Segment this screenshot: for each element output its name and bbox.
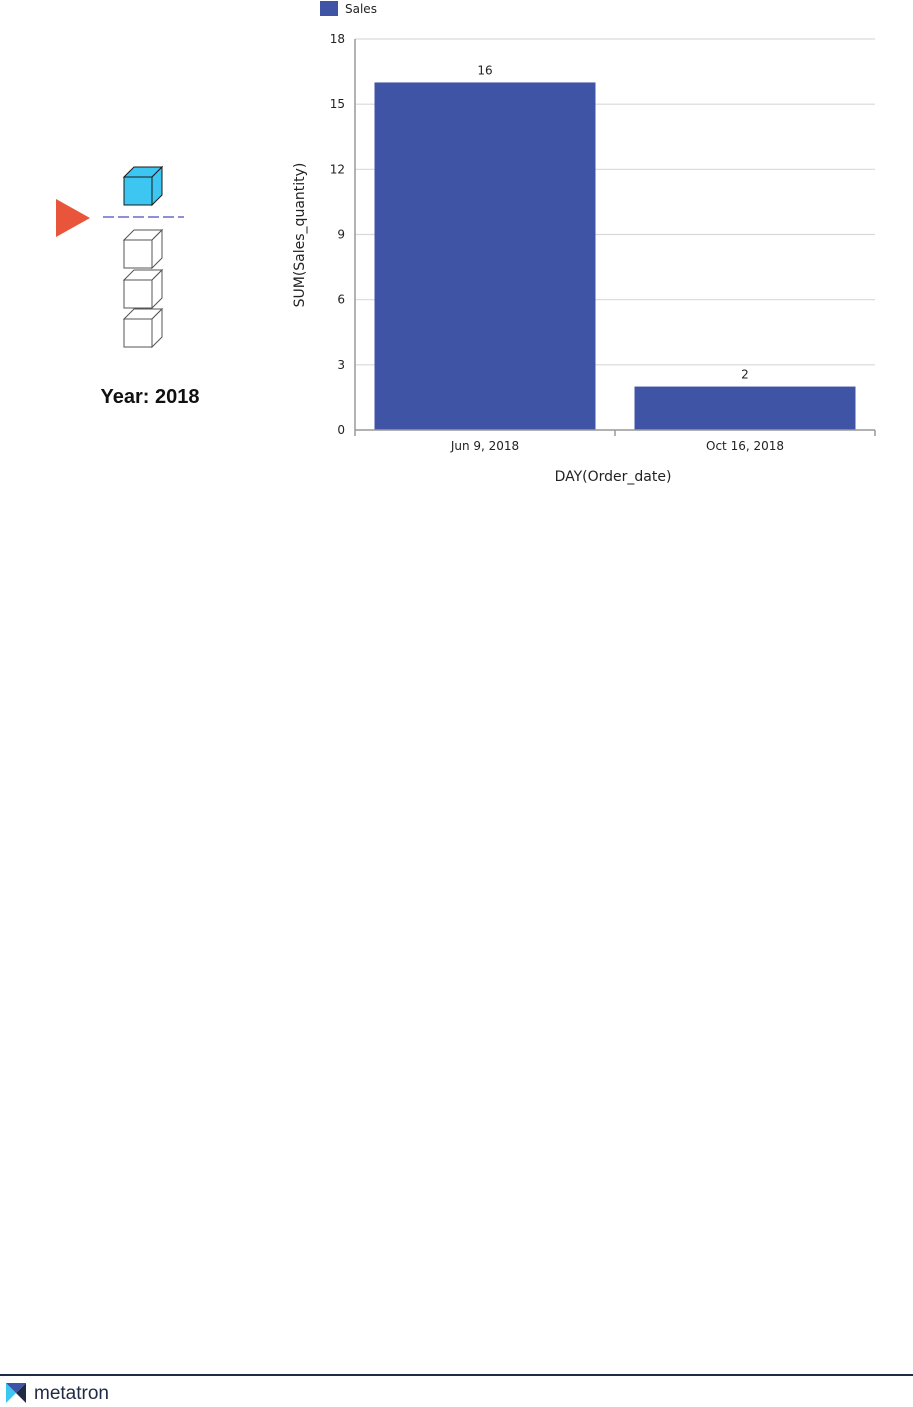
bar: [375, 82, 596, 430]
data-label: 16: [477, 63, 493, 78]
year-label: Year: 2018: [100, 386, 200, 408]
cube-icon: [124, 309, 162, 347]
y-tick-label: 18: [329, 32, 345, 46]
legend-swatch: [320, 1, 338, 16]
y-tick-label: 6: [337, 292, 345, 307]
y-tick-label: 15: [329, 97, 345, 112]
legend-label: Sales: [345, 2, 377, 16]
y-axis-title: SUM(Sales_quantity): [292, 162, 308, 308]
cube-icon: [124, 230, 162, 268]
metatron-logo-icon: [6, 1383, 26, 1403]
x-tick-label: Jun 9, 2018: [450, 439, 520, 453]
y-tick-label: 3: [337, 357, 345, 372]
x-axis-ticks: [450, 439, 784, 453]
footer-divider: [0, 1374, 913, 1376]
x-tick-label: Oct 16, 2018: [706, 439, 784, 453]
footer-brand: metatron: [34, 1383, 109, 1404]
bar-chart: [280, 0, 913, 500]
chart-svg: [280, 0, 913, 500]
y-axis-ticks: [330, 32, 345, 437]
pivot-panel: [0, 0, 280, 440]
x-axis-title: DAY(Order_date): [554, 469, 672, 485]
y-tick-label: 9: [337, 227, 345, 242]
chart-legend: [320, 1, 377, 16]
cube-icon: [124, 270, 162, 308]
bar: [635, 387, 856, 430]
active-cube-icon: [124, 167, 162, 205]
y-tick-label: 0: [337, 423, 345, 437]
pivot-diagram: [0, 0, 280, 440]
data-label: 2: [741, 367, 749, 382]
y-tick-label: 12: [329, 162, 345, 177]
bar-group: [375, 63, 856, 430]
pointer-triangle-icon: [56, 199, 90, 237]
